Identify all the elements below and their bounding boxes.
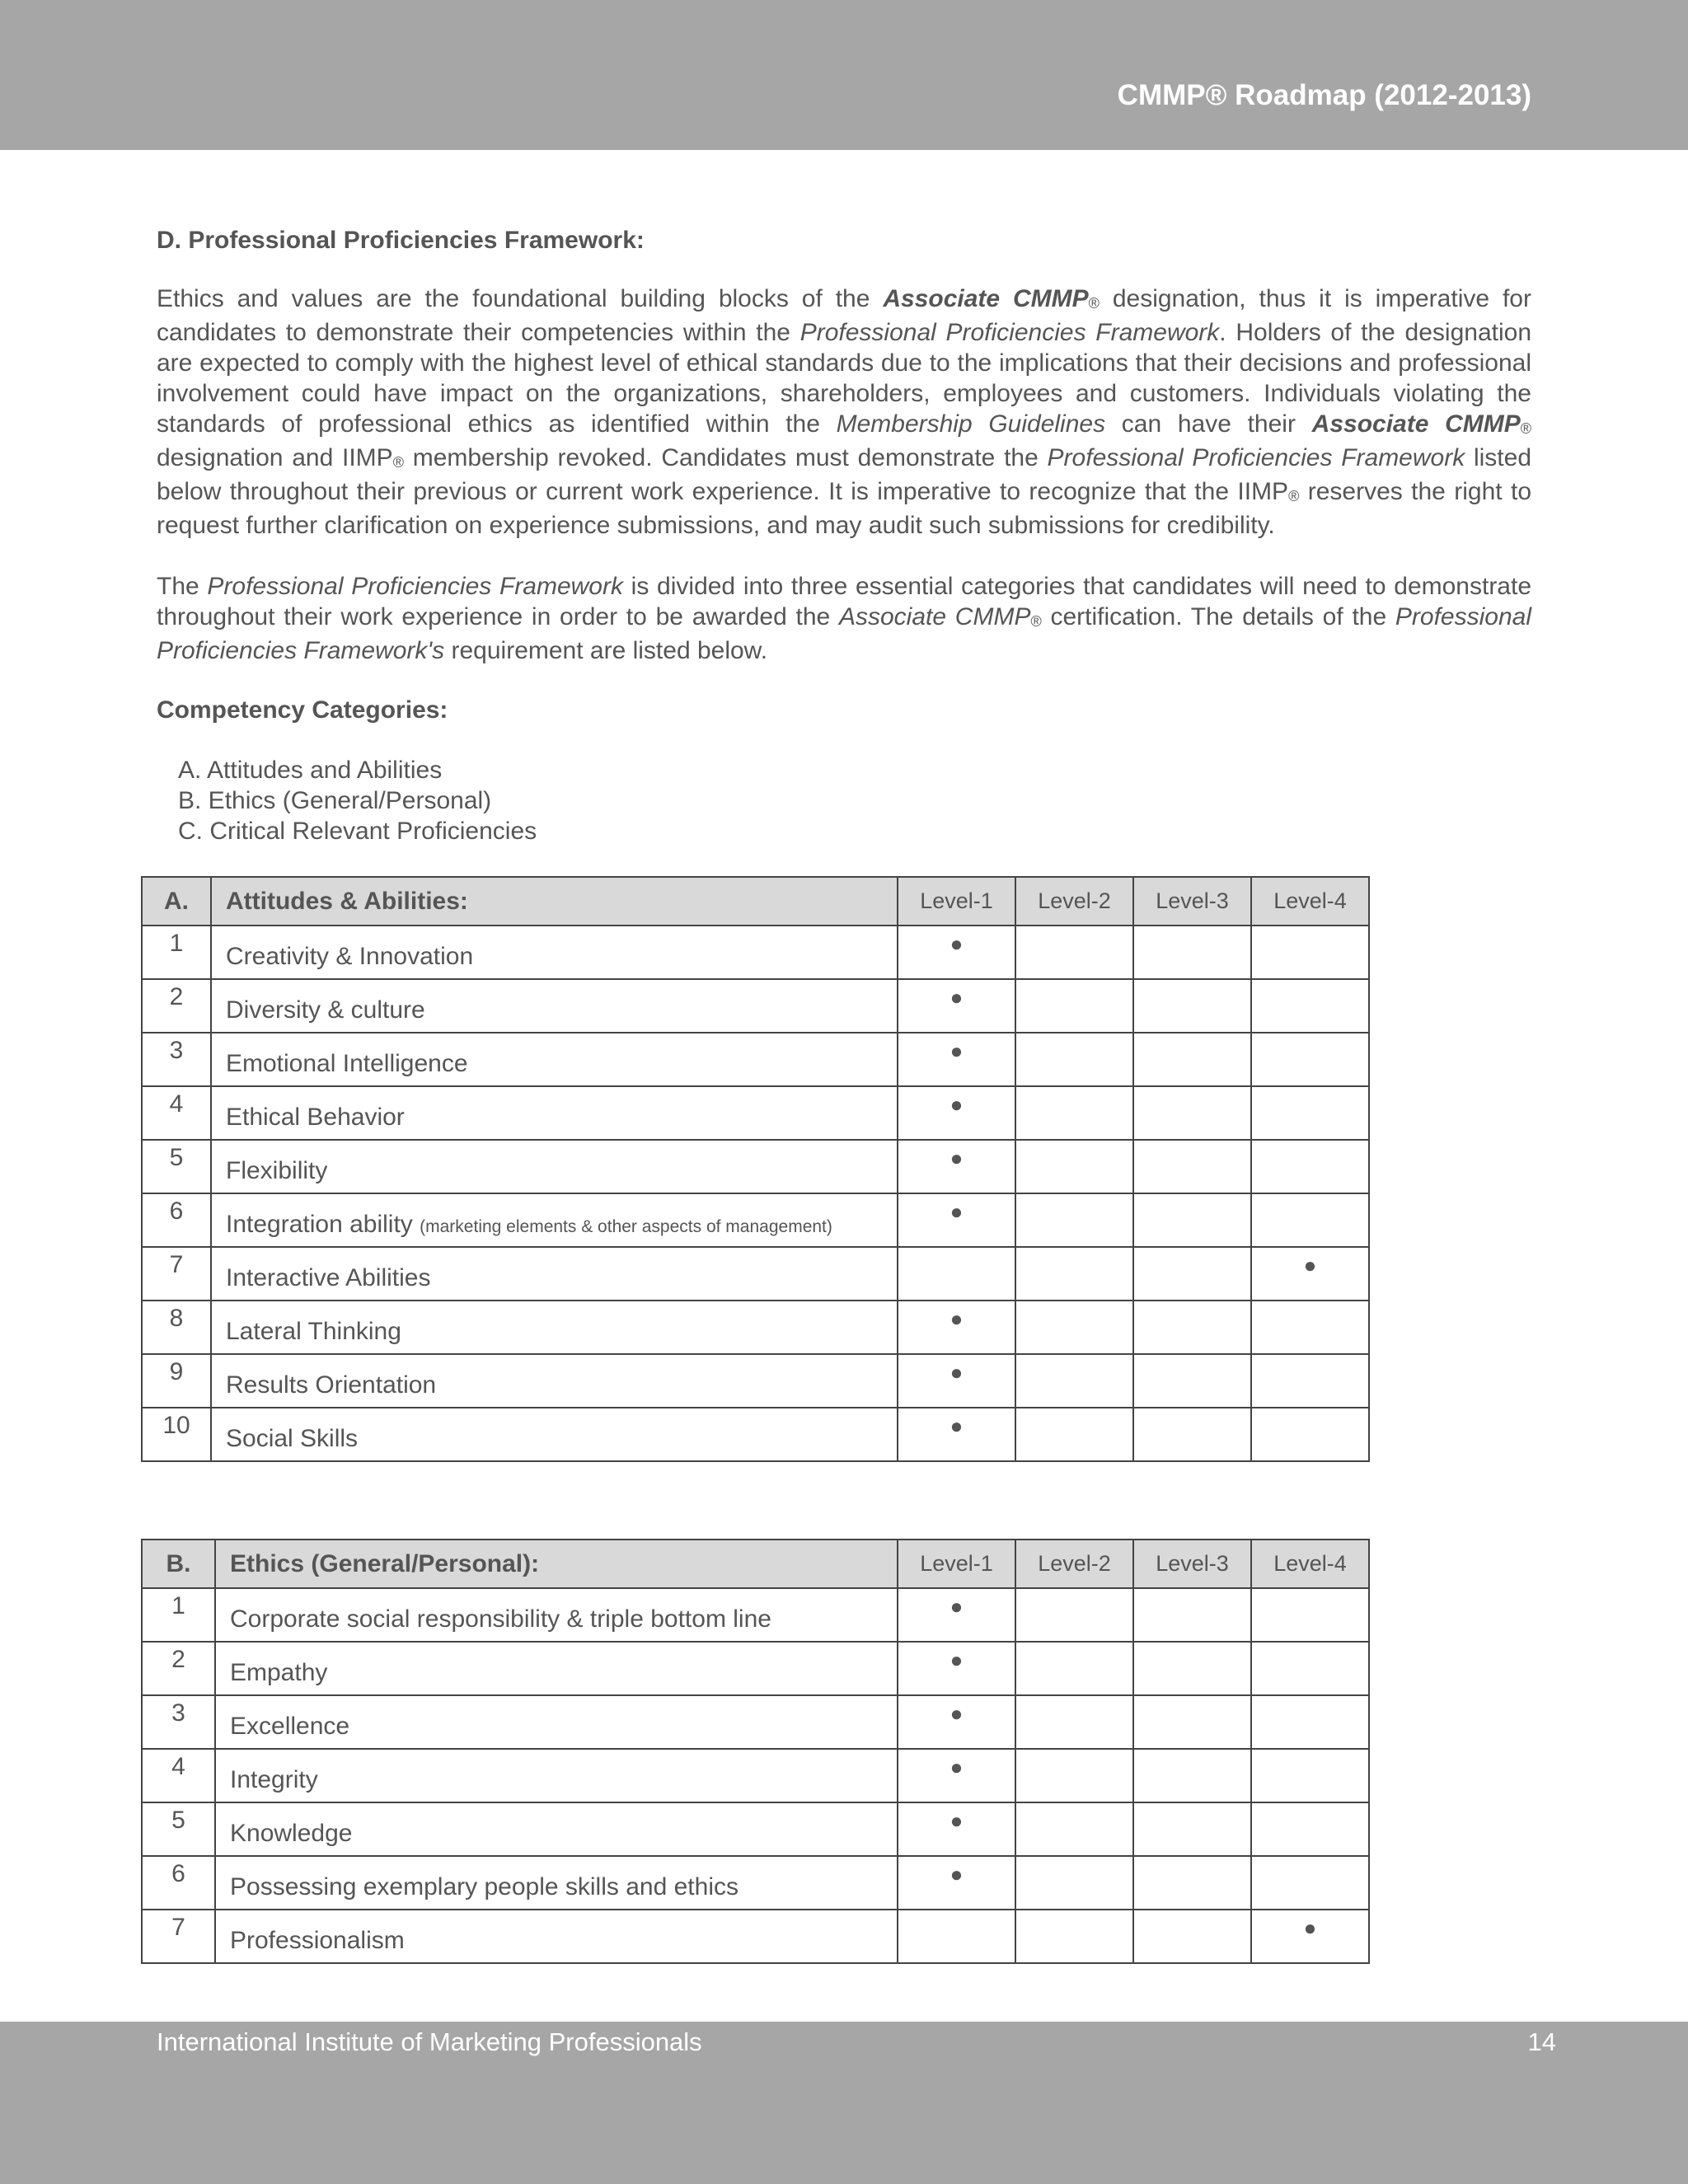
level-3-cell: [1133, 1588, 1251, 1642]
competency-note: (marketing elements & other aspects of management): [420, 1216, 832, 1236]
table-body: [142, 1588, 1369, 1963]
level-marker-dot: ●: [1303, 1915, 1317, 1940]
level-1-cell: [898, 926, 1015, 979]
level-4-cell: [1251, 1140, 1369, 1193]
level-4-cell: [1251, 1802, 1369, 1856]
text-run: listed below throughout their previous or current work experience. It is imperative to recognize that the IIMP: [157, 444, 1531, 505]
intro-paragraph: [157, 284, 1531, 541]
competency-label: Empathy: [230, 1658, 328, 1686]
list-item: B. Ethics (General/Personal): [178, 787, 492, 814]
level-4-cell: [1251, 926, 1369, 979]
level-marker-dot: ●: [950, 1360, 964, 1385]
row-number: 4: [142, 1086, 211, 1140]
competency-name: [211, 1033, 898, 1086]
table-row: [142, 1140, 1369, 1193]
table-row: [142, 1749, 1369, 1802]
competency-name: [211, 1354, 898, 1408]
level-2-header: Level-2: [1015, 1540, 1133, 1588]
level-3-cell: [1133, 1802, 1251, 1856]
level-marker-dot: ●: [950, 1808, 964, 1833]
competency-label: Possessing exemplary people skills and ethics: [230, 1872, 738, 1900]
level-4-cell: [1251, 1695, 1369, 1749]
level-marker-dot: ●: [950, 1701, 964, 1726]
page-number: 14: [1527, 2027, 1556, 2056]
level-4-cell: [1251, 1247, 1369, 1301]
competency-label: Diversity & culture: [226, 996, 425, 1024]
level-3-cell: [1133, 1354, 1251, 1408]
level-3-cell: [1133, 1910, 1251, 1963]
table-row: [142, 926, 1369, 979]
level-1-cell: [898, 1140, 1015, 1193]
text-run: Ethics and values are the foundational building blocks of the: [157, 285, 884, 312]
level-2-cell: [1015, 1086, 1133, 1140]
page-header: [0, 0, 1688, 150]
competency-name: [211, 979, 898, 1033]
level-3-cell: [1133, 1086, 1251, 1140]
associate-cmmp-term: Associate CMMP: [883, 285, 1089, 312]
framework-term: Professional Proficiencies Framework: [207, 573, 623, 600]
level-3-cell: [1133, 1247, 1251, 1301]
level-3-cell: [1133, 1301, 1251, 1354]
table-letter: A.: [142, 877, 211, 926]
framework-paragraph: [157, 571, 1531, 666]
footer-organization: International Institute of Marketing Professionals: [157, 2027, 702, 2056]
registered-mark: ®: [392, 454, 404, 471]
competency-list: [157, 755, 1531, 846]
competency-label: Lateral Thinking: [226, 1317, 401, 1345]
level-2-header: Level-2: [1015, 877, 1133, 926]
level-2-cell: [1015, 1910, 1133, 1963]
level-marker-dot: ●: [950, 931, 964, 956]
row-number: 5: [142, 1802, 215, 1856]
table-row: [142, 1033, 1369, 1086]
page-content: [157, 227, 1531, 1964]
row-number: 5: [142, 1140, 211, 1193]
level-4-cell: [1251, 1354, 1369, 1408]
row-number: 9: [142, 1354, 211, 1408]
list-item: A. Attitudes and Abilities: [178, 757, 443, 784]
competency-name: [215, 1910, 898, 1963]
competency-name: [215, 1802, 898, 1856]
table-row: [142, 1193, 1369, 1247]
competency-name: [211, 1301, 898, 1354]
text-run: membership revoked. Candidates must demonstrate the: [403, 444, 1048, 471]
table-row: [142, 1695, 1369, 1749]
row-number: 3: [142, 1033, 211, 1086]
level-4-cell: [1251, 1408, 1369, 1461]
text-run: . Holders of the designation are expected to comply with the highest level of ethical standards due to the implications that their decisions and professional involvement could have impact on the organizations, shareholders, employees and customers. Individuals violating the standards of professional ethics as identified within the: [157, 319, 1532, 438]
registered-mark: ®: [1030, 613, 1042, 630]
ethics-table: [141, 1539, 1370, 1964]
row-number: 2: [142, 1642, 215, 1695]
level-2-cell: [1015, 1193, 1133, 1247]
table-row: [142, 1910, 1369, 1963]
row-number: 8: [142, 1301, 211, 1354]
level-3-cell: [1133, 1408, 1251, 1461]
row-number: 1: [142, 926, 211, 979]
level-3-cell: [1133, 1193, 1251, 1247]
section-heading: D. Professional Proficiencies Framework:: [157, 227, 645, 254]
level-4-cell: [1251, 1910, 1369, 1963]
row-number: 7: [142, 1247, 211, 1301]
level-1-cell: [898, 1193, 1015, 1247]
competency-name: [215, 1856, 898, 1910]
header-title: CMMP® Roadmap (2012-2013): [1117, 79, 1531, 111]
competency-label: Results Orientation: [226, 1371, 437, 1399]
text-run: designation and IIMP: [157, 444, 393, 471]
level-marker-dot: ●: [950, 1199, 964, 1224]
membership-guidelines-term: Membership Guidelines: [836, 410, 1106, 438]
level-3-cell: [1133, 1695, 1251, 1749]
table-row: [142, 1642, 1369, 1695]
table-row: [142, 1247, 1369, 1301]
competency-label: Ethical Behavior: [226, 1103, 405, 1131]
competency-label: Knowledge: [230, 1819, 353, 1847]
level-3-cell: [1133, 1749, 1251, 1802]
level-2-cell: [1015, 926, 1133, 979]
table-row: [142, 1856, 1369, 1910]
level-1-cell: [898, 1802, 1015, 1856]
level-2-cell: [1015, 979, 1133, 1033]
competency-label: Creativity & Innovation: [226, 942, 474, 970]
level-3-header: Level-3: [1133, 1540, 1251, 1588]
level-4-cell: [1251, 1856, 1369, 1910]
framework-term: Professional Proficiencies Framework: [1047, 444, 1465, 471]
level-1-cell: [898, 1856, 1015, 1910]
level-4-cell: [1251, 979, 1369, 1033]
level-1-cell: [898, 1408, 1015, 1461]
level-2-cell: [1015, 1140, 1133, 1193]
row-number: 7: [142, 1910, 215, 1963]
level-2-cell: [1015, 1588, 1133, 1642]
level-2-cell: [1015, 1642, 1133, 1695]
row-number: 4: [142, 1749, 215, 1802]
level-marker-dot: ●: [950, 1755, 964, 1779]
level-1-cell: [898, 979, 1015, 1033]
text-run: The: [157, 573, 208, 600]
row-number: 1: [142, 1588, 215, 1642]
level-1-cell: [898, 1749, 1015, 1802]
competency-name: [215, 1749, 898, 1802]
level-4-cell: [1251, 1749, 1369, 1802]
competency-name: [215, 1695, 898, 1749]
competency-label: Professionalism: [230, 1926, 405, 1954]
level-1-cell: [898, 1642, 1015, 1695]
level-2-cell: [1015, 1301, 1133, 1354]
text-run: requirement are listed below.: [444, 637, 768, 664]
competency-name: [215, 1642, 898, 1695]
competency-name: [211, 926, 898, 979]
level-4-cell: [1251, 1301, 1369, 1354]
table-body: [142, 926, 1369, 1461]
table-header-row: [142, 1540, 1369, 1588]
level-4-cell: [1251, 1193, 1369, 1247]
framework-term: Professional Proficiencies Framework: [799, 319, 1220, 346]
competency-label: Integrity: [230, 1765, 318, 1793]
level-4-header: Level-4: [1251, 877, 1369, 926]
level-1-cell: [898, 1910, 1015, 1963]
level-3-cell: [1133, 979, 1251, 1033]
competency-label: Integration ability: [226, 1210, 420, 1238]
row-number: 10: [142, 1408, 211, 1461]
level-3-cell: [1133, 1856, 1251, 1910]
text-run: is divided into three essential categories that candidates will need to demonstrate throughout their work experience in order to be awarded the: [157, 573, 1532, 630]
competency-label: Corporate social responsibility & triple bottom line: [230, 1605, 771, 1633]
level-marker-dot: ●: [1303, 1253, 1317, 1277]
level-marker-dot: ●: [950, 1594, 964, 1619]
competency-label: Excellence: [230, 1712, 350, 1740]
level-marker-dot: ●: [950, 1038, 964, 1063]
list-item: C. Critical Relevant Proficiencies: [178, 818, 537, 845]
attitudes-abilities-table: [141, 876, 1370, 1462]
table-header-row: [142, 877, 1369, 926]
table-row: [142, 1354, 1369, 1408]
text-run: reserves the right to request further clarification on experience submissions, and may audit such submissions for credibility.: [157, 478, 1531, 539]
competency-name: [215, 1588, 898, 1642]
row-number: 3: [142, 1695, 215, 1749]
text-run: designation, thus it is imperative for candidates to demonstrate their competencies within the: [157, 285, 1531, 346]
level-1-header: Level-1: [898, 877, 1015, 926]
level-1-cell: [898, 1247, 1015, 1301]
level-1-cell: [898, 1588, 1015, 1642]
level-marker-dot: ●: [950, 985, 964, 1010]
framework-term: Professional Proficiencies Framework's: [157, 603, 1531, 664]
row-number: 6: [142, 1856, 215, 1910]
registered-mark: ®: [1520, 420, 1532, 437]
level-3-cell: [1133, 926, 1251, 979]
level-2-cell: [1015, 1408, 1133, 1461]
level-3-cell: [1133, 1140, 1251, 1193]
text-run: can have their: [1105, 410, 1312, 438]
level-4-header: Level-4: [1251, 1540, 1369, 1588]
table-row: [142, 1802, 1369, 1856]
level-1-cell: [898, 1033, 1015, 1086]
level-1-cell: [898, 1695, 1015, 1749]
level-marker-dot: ●: [950, 1146, 964, 1170]
table-row: [142, 1588, 1369, 1642]
row-number: 6: [142, 1193, 211, 1247]
level-1-header: Level-1: [898, 1540, 1015, 1588]
level-marker-dot: ●: [950, 1092, 964, 1117]
level-4-cell: [1251, 1086, 1369, 1140]
level-marker-dot: ●: [950, 1306, 964, 1331]
competency-name: [211, 1086, 898, 1140]
level-1-cell: [898, 1301, 1015, 1354]
competency-label: Social Skills: [226, 1424, 359, 1452]
level-marker-dot: ●: [950, 1862, 964, 1886]
competency-name: [211, 1193, 898, 1247]
competency-label: Flexibility: [226, 1156, 328, 1184]
table-letter: B.: [142, 1540, 215, 1588]
table-row: [142, 1086, 1369, 1140]
competency-label: Emotional Intelligence: [226, 1049, 468, 1077]
level-3-header: Level-3: [1133, 877, 1251, 926]
registered-mark: ®: [1088, 295, 1100, 312]
level-3-cell: [1133, 1642, 1251, 1695]
level-4-cell: [1251, 1033, 1369, 1086]
table-title: Ethics (General/Personal):: [215, 1540, 898, 1588]
competency-heading: Competency Categories:: [157, 696, 448, 724]
competency-name: [211, 1408, 898, 1461]
level-1-cell: [898, 1354, 1015, 1408]
level-2-cell: [1015, 1695, 1133, 1749]
table-row: [142, 979, 1369, 1033]
level-3-cell: [1133, 1033, 1251, 1086]
level-2-cell: [1015, 1749, 1133, 1802]
competency-label: Interactive Abilities: [226, 1263, 431, 1291]
associate-cmmp-term: Associate CMMP: [838, 603, 1031, 630]
table-row: [142, 1408, 1369, 1461]
associate-cmmp-term: Associate CMMP: [1311, 410, 1521, 438]
level-4-cell: [1251, 1588, 1369, 1642]
competency-name: [211, 1247, 898, 1301]
level-2-cell: [1015, 1802, 1133, 1856]
level-2-cell: [1015, 1354, 1133, 1408]
level-marker-dot: ●: [950, 1647, 964, 1672]
level-1-cell: [898, 1086, 1015, 1140]
registered-mark: ®: [1288, 488, 1300, 504]
competency-name: [211, 1140, 898, 1193]
row-number: 2: [142, 979, 211, 1033]
level-marker-dot: ●: [950, 1413, 964, 1438]
level-4-cell: [1251, 1642, 1369, 1695]
level-2-cell: [1015, 1856, 1133, 1910]
level-2-cell: [1015, 1247, 1133, 1301]
text-run: certification. The details of the: [1041, 603, 1395, 630]
table-title: Attitudes & Abilities:: [211, 877, 898, 926]
table-row: [142, 1301, 1369, 1354]
level-2-cell: [1015, 1033, 1133, 1086]
